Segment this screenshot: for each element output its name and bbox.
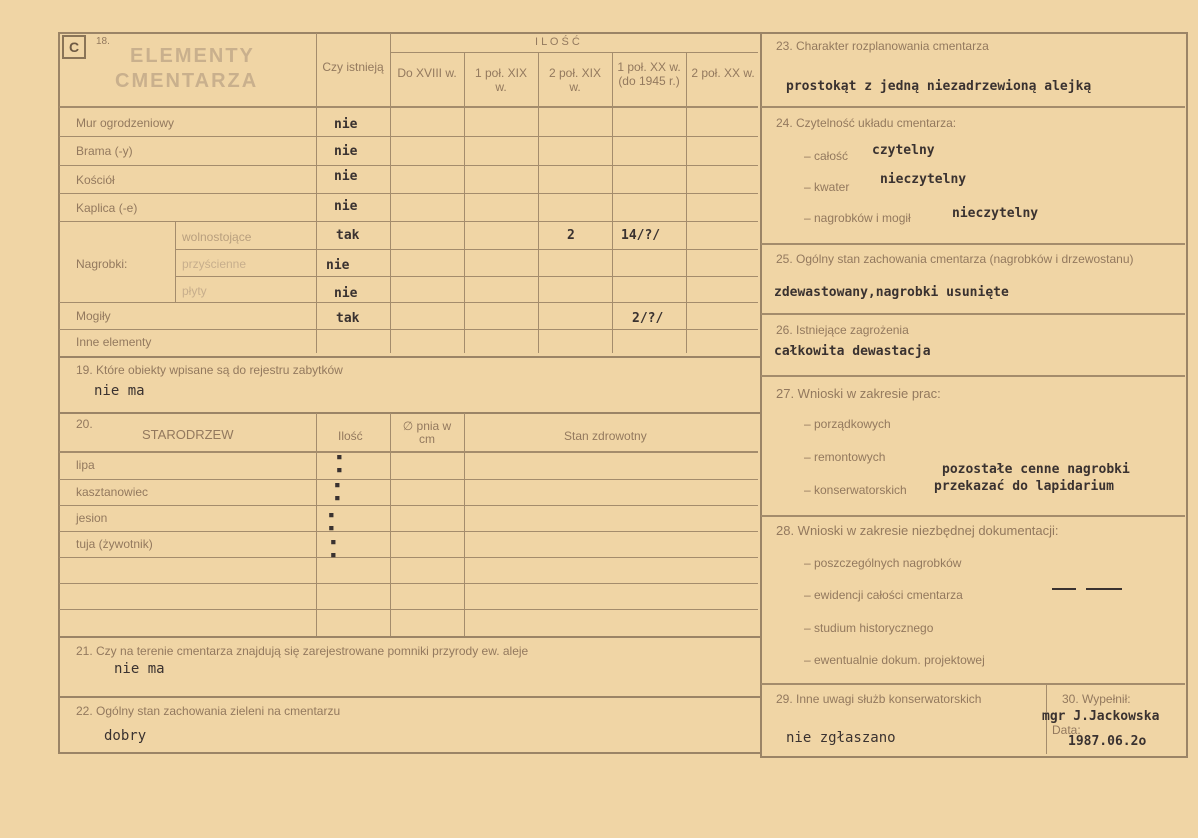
row-label-gate: Brama (-y)	[76, 144, 133, 158]
section-22-label: 22. Ogólny stan zachowania zieleni na cmentarzu	[76, 704, 341, 718]
row-exists-wall: nie	[334, 117, 358, 132]
section-19-value: nie ma	[94, 383, 145, 399]
section-24-nagrobkow-label: – nagrobków i mogił	[804, 211, 911, 225]
section-30-date-label: Data:	[1052, 723, 1081, 737]
typewriter-strike	[1052, 588, 1076, 590]
row-label-other: Inne elementy	[76, 335, 152, 349]
section-21-value: nie ma	[114, 661, 165, 677]
section-30-date: 1987.06.2o	[1068, 734, 1147, 749]
section-27-item-conservation: – konserwatorskich	[804, 483, 907, 497]
section-25-label: 25. Ogólny stan zachowania cmentarza (nagrobków i drzewostanu)	[776, 252, 1134, 266]
section-24-calosc-label: – całość	[804, 149, 849, 163]
row-exists-chapel: nie	[334, 199, 358, 214]
row-label-graves: Mogiły	[76, 309, 111, 323]
section-27-item-cleaning: – porządkowych	[804, 417, 891, 431]
row-label-freestanding: wolnostojące	[182, 230, 252, 244]
typewriter-strike	[1086, 588, 1122, 590]
section-28-item-graves: – poszczególnych nagrobków	[804, 556, 962, 570]
section-letter-box: C	[62, 35, 86, 59]
section-19-label: 19. Które obiekty wpisane są do rejestru zabytków	[76, 363, 343, 377]
section-26-label: 26. Istniejące zagrożenia	[776, 323, 909, 337]
section-20-title: STARODRZEW	[142, 427, 234, 442]
section-30-name: mgr J.Jackowska	[1042, 709, 1160, 724]
trees-col-qty: Ilość	[338, 429, 363, 443]
row-exists-gate: nie	[334, 144, 358, 159]
row-label-wallmounted: przyścienne	[182, 257, 247, 271]
col-header-1xx: 1 poł. XX w. (do 1945 r.)	[617, 60, 681, 88]
section-24-label: 24. Czytelność układu cmentarza:	[776, 116, 957, 130]
section-28-item-history: – studium historycznego	[804, 621, 934, 635]
section-25-value: zdewastowany,nagrobki usunięte	[774, 285, 1009, 300]
row-label-nagrobki: Nagrobki:	[76, 257, 128, 271]
row-exists-church: nie	[334, 169, 358, 184]
section-30-label: 30. Wypełnił:	[1062, 692, 1131, 706]
col-header-ilosc: I L O Ś Ć	[535, 36, 580, 48]
tree-row-jesion: jesion	[76, 511, 108, 525]
col-header-2xx: 2 poł. XX w.	[691, 66, 755, 80]
trees-col-diameter: ∅ pnia w cm	[402, 419, 452, 446]
row-exists-freestanding: tak	[336, 228, 360, 243]
section-24-kwater-value: nieczytelny	[880, 172, 967, 187]
typewriter-smudge: ▪ ▪	[336, 450, 343, 476]
row-label-wall: Mur ogrodzeniowy	[76, 116, 175, 130]
section-26-value: całkowita dewastacja	[774, 344, 931, 359]
section-29-label: 29. Inne uwagi służb konserwatorskich	[776, 692, 982, 706]
typewriter-smudge: ▪ ▪	[334, 478, 341, 504]
tree-row-tuja: tuja (żywotnik)	[76, 537, 153, 551]
col-header-xviii: Do XVIII w.	[397, 66, 457, 80]
section-23-value: prostokąt z jedną niezadrzewioną alejką	[786, 79, 1092, 94]
section-28-item-inventory: – ewidencji całości cmentarza	[804, 588, 963, 602]
row-1xx-freestanding: 14/?/	[621, 228, 661, 243]
section-28-label: 28. Wnioski w zakresie niezbędnej dokumentacji:	[776, 523, 1059, 538]
row-label-chapel: Kaplica (-e)	[76, 201, 138, 215]
section-23-label: 23. Charakter rozplanowania cmentarza	[776, 39, 989, 53]
section-18-title-line2: CMENTARZA	[115, 70, 259, 92]
section-29-value: nie zgłaszano	[786, 730, 896, 746]
row-label-church: Kościół	[76, 173, 115, 187]
section-21-label: 21. Czy na terenie cmentarza znajdują się zarejestrowane pomniki przyrody ew. aleje	[76, 644, 529, 658]
section-20-number: 20.	[76, 417, 93, 431]
section-27-value-line1: pozostałe cenne nagrobki	[942, 462, 1130, 477]
col-header-1xix: 1 poł. XIX w.	[474, 66, 528, 94]
section-27-value-line2: przekazać do lapidarium	[934, 479, 1115, 494]
col-header-exists: Czy istnieją	[322, 60, 384, 74]
typewriter-smudge: ▪ ▪	[330, 535, 337, 561]
row-1xx-graves: 2/?/	[632, 311, 664, 326]
row-2xix-freestanding: 2	[567, 228, 575, 243]
col-header-2xix: 2 poł. XIX w.	[548, 66, 602, 94]
tree-row-kasztanowiec: kasztanowiec	[76, 485, 149, 499]
row-exists-slabs: nie	[334, 286, 358, 301]
trees-col-health: Stan zdrowotny	[564, 429, 647, 443]
row-exists-wallmounted: nie	[326, 258, 350, 273]
typewriter-smudge: ▪ ▪	[328, 508, 335, 534]
section-22-value: dobry	[104, 728, 147, 744]
section-27-item-renovation: – remontowych	[804, 450, 886, 464]
row-exists-graves: tak	[336, 311, 360, 326]
section-27-label: 27. Wnioski w zakresie prac:	[776, 386, 941, 401]
section-28-item-project: – ewentualnie dokum. projektowej	[804, 653, 985, 667]
section-24-nagrobkow-value: nieczytelny	[952, 206, 1039, 221]
section-24-kwater-label: – kwater	[804, 180, 850, 194]
section-18-number: 18.	[96, 36, 110, 47]
section-24-calosc-value: czytelny	[872, 143, 935, 158]
tree-row-lipa: lipa	[76, 458, 95, 472]
row-label-slabs: płyty	[182, 284, 207, 298]
section-18-title-line1: ELEMENTY	[130, 45, 255, 67]
